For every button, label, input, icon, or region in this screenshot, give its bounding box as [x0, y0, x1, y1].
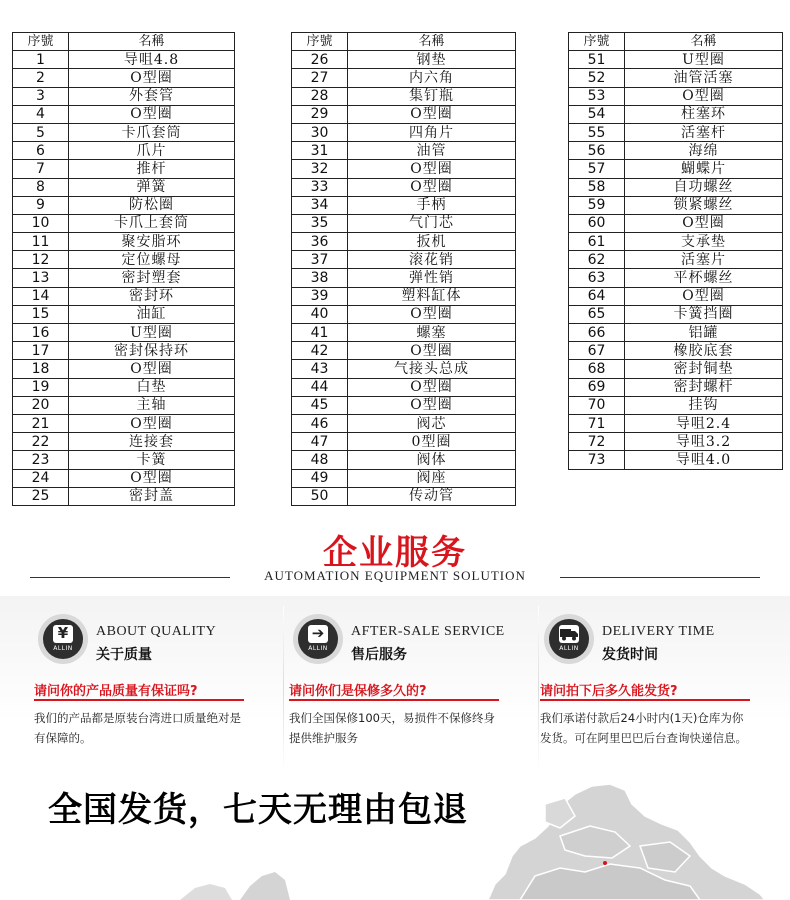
- part-number: 14: [13, 287, 69, 305]
- table-row: [569, 142, 783, 160]
- part-number: 15: [13, 305, 69, 323]
- part-number: 40: [292, 305, 348, 323]
- part-name: O型圈: [69, 414, 235, 432]
- part-name: O型圈: [348, 160, 516, 178]
- table-row: [13, 105, 235, 123]
- part-name: 柱塞环: [625, 105, 783, 123]
- table-row: [13, 433, 235, 451]
- part-name: 钢垫: [348, 51, 516, 69]
- table-header-row: [292, 33, 516, 51]
- delivery-question: 请问拍下后多久能发货?: [540, 684, 678, 699]
- table-row: [13, 396, 235, 414]
- part-number: 36: [292, 233, 348, 251]
- part-number: 49: [292, 469, 348, 487]
- table-row: [13, 51, 235, 69]
- part-number: 37: [292, 251, 348, 269]
- part-number: 71: [569, 414, 625, 432]
- part-number: 31: [292, 142, 348, 160]
- table-row: [569, 178, 783, 196]
- part-number: 56: [569, 142, 625, 160]
- part-name: O型圈: [69, 469, 235, 487]
- aftersale-badge: [293, 614, 343, 664]
- table-row: [13, 487, 235, 505]
- table-header-row: [13, 33, 235, 51]
- part-number: 73: [569, 451, 625, 469]
- table-row: [569, 433, 783, 451]
- table-row: [13, 251, 235, 269]
- table-row: [292, 142, 516, 160]
- part-number: 63: [569, 269, 625, 287]
- table-row: [569, 414, 783, 432]
- part-number: 28: [292, 87, 348, 105]
- table-row: [292, 414, 516, 432]
- arrow-right-icon: ➔: [308, 625, 328, 643]
- part-number: 6: [13, 142, 69, 160]
- table-row: [13, 451, 235, 469]
- table-row: [569, 451, 783, 469]
- table-row: [569, 233, 783, 251]
- part-number: 55: [569, 123, 625, 141]
- table-row: [292, 160, 516, 178]
- table-row: [13, 178, 235, 196]
- part-number: 9: [13, 196, 69, 214]
- part-name: 导咀3.2: [625, 433, 783, 451]
- part-number: 33: [292, 178, 348, 196]
- part-number: 24: [13, 469, 69, 487]
- part-number: 32: [292, 160, 348, 178]
- table-row: [292, 396, 516, 414]
- column-header-no: 序號: [569, 33, 625, 51]
- part-number: 1: [13, 51, 69, 69]
- part-name: 弹性销: [348, 269, 516, 287]
- part-number: 18: [13, 360, 69, 378]
- table-row: [292, 287, 516, 305]
- part-number: 35: [292, 214, 348, 232]
- part-name: 密封塑套: [69, 269, 235, 287]
- part-number: 23: [13, 451, 69, 469]
- part-number: 7: [13, 160, 69, 178]
- part-name: 扳机: [348, 233, 516, 251]
- badge-brand: ALLIN: [308, 645, 328, 652]
- part-name: 活塞片: [625, 251, 783, 269]
- part-name: O型圈: [69, 69, 235, 87]
- part-number: 66: [569, 324, 625, 342]
- part-number: 51: [569, 51, 625, 69]
- part-name: 铝罐: [625, 324, 783, 342]
- part-number: 62: [569, 251, 625, 269]
- table-row: [569, 305, 783, 323]
- part-number: 25: [13, 487, 69, 505]
- quality-answer: 我们的产品都是原装台湾进口质量绝对是有保障的。: [34, 711, 241, 745]
- service-cards: [0, 596, 790, 776]
- column-header-name: 名稱: [625, 33, 783, 51]
- part-name: 橡胶底套: [625, 342, 783, 360]
- part-number: 8: [13, 178, 69, 196]
- table-row: [292, 305, 516, 323]
- part-name: 导咀4.8: [69, 51, 235, 69]
- part-name: U型圈: [625, 51, 783, 69]
- part-number: 72: [569, 433, 625, 451]
- part-number: 3: [13, 87, 69, 105]
- service-subtitle: AUTOMATION EQUIPMENT SOLUTION: [264, 568, 526, 583]
- table-row: [569, 324, 783, 342]
- delivery-answer: 我们承诺付款后24小时内(1天)仓库为你发货。可在阿里巴巴后台查询快递信息。: [540, 711, 747, 745]
- part-number: 17: [13, 342, 69, 360]
- part-number: 26: [292, 51, 348, 69]
- quality-question: 请问你的产品质量有保证吗?: [34, 684, 198, 699]
- table-row: [569, 251, 783, 269]
- part-name: 锁紧螺丝: [625, 196, 783, 214]
- part-name: O型圈: [625, 214, 783, 232]
- part-number: 27: [292, 69, 348, 87]
- table-row: [13, 142, 235, 160]
- part-name: 卡簧挡圈: [625, 305, 783, 323]
- part-number: 67: [569, 342, 625, 360]
- parts-table-3: [568, 32, 783, 470]
- part-name: 四角片: [348, 123, 516, 141]
- part-number: 41: [292, 324, 348, 342]
- delivery-heading-en: DELIVERY TIME: [602, 624, 715, 639]
- table-row: [292, 178, 516, 196]
- table-header-row: [569, 33, 783, 51]
- table-row: [292, 451, 516, 469]
- part-name: O型圈: [348, 378, 516, 396]
- part-name: O型圈: [348, 342, 516, 360]
- part-number: 68: [569, 360, 625, 378]
- table-row: [13, 160, 235, 178]
- table-row: [569, 160, 783, 178]
- part-name: O型圈: [69, 105, 235, 123]
- part-number: 50: [292, 487, 348, 505]
- part-number: 46: [292, 414, 348, 432]
- part-name: 密封环: [69, 287, 235, 305]
- table-row: [569, 69, 783, 87]
- part-name: O型圈: [348, 305, 516, 323]
- part-name: 弹簧: [69, 178, 235, 196]
- table-row: [13, 305, 235, 323]
- quality-card: [34, 596, 284, 776]
- part-number: 4: [13, 105, 69, 123]
- part-name: O型圈: [69, 360, 235, 378]
- part-name: 气门芯: [348, 214, 516, 232]
- part-number: 43: [292, 360, 348, 378]
- part-number: 11: [13, 233, 69, 251]
- part-name: 聚安脂环: [69, 233, 235, 251]
- part-name: 阀体: [348, 451, 516, 469]
- table-row: [13, 414, 235, 432]
- table-row: [292, 87, 516, 105]
- table-row: [292, 105, 516, 123]
- column-header-no: 序號: [292, 33, 348, 51]
- yen-icon: ¥: [53, 625, 73, 643]
- part-name: O型圈: [348, 396, 516, 414]
- badge-brand: ALLIN: [559, 645, 579, 652]
- part-number: 47: [292, 433, 348, 451]
- part-name: O型圈: [348, 178, 516, 196]
- table-row: [13, 324, 235, 342]
- part-name: 集钉瓶: [348, 87, 516, 105]
- part-name: 0型圈: [348, 433, 516, 451]
- table-row: [292, 378, 516, 396]
- divider-right: [560, 577, 760, 578]
- table-row: [292, 51, 516, 69]
- table-row: [292, 251, 516, 269]
- part-name: 气接头总成: [348, 360, 516, 378]
- quality-heading-en: ABOUT QUALITY: [96, 624, 217, 639]
- table-row: [13, 360, 235, 378]
- table-row: [13, 69, 235, 87]
- delivery-badge: [544, 614, 594, 664]
- part-name: O型圈: [625, 87, 783, 105]
- table-row: [13, 378, 235, 396]
- part-name: 密封保持环: [69, 342, 235, 360]
- column-header-name: 名稱: [348, 33, 516, 51]
- service-subtitle-row: [30, 568, 760, 588]
- part-name: 白垫: [69, 378, 235, 396]
- part-name: 爪片: [69, 142, 235, 160]
- part-name: 手柄: [348, 196, 516, 214]
- part-number: 5: [13, 123, 69, 141]
- table-row: [292, 324, 516, 342]
- delivery-card: [540, 596, 790, 776]
- table-row: [292, 269, 516, 287]
- table-row: [569, 269, 783, 287]
- part-number: 20: [13, 396, 69, 414]
- part-name: 活塞杆: [625, 123, 783, 141]
- table-row: [569, 342, 783, 360]
- part-name: 卡爪上套筒: [69, 214, 235, 232]
- part-number: 70: [569, 396, 625, 414]
- table-row: [13, 87, 235, 105]
- table-row: [569, 287, 783, 305]
- table-row: [569, 378, 783, 396]
- column-header-name: 名稱: [69, 33, 235, 51]
- part-number: 54: [569, 105, 625, 123]
- table-row: [569, 123, 783, 141]
- delivery-heading-cn: 发货时间: [602, 647, 658, 663]
- table-row: [569, 214, 783, 232]
- part-name: 内六角: [348, 69, 516, 87]
- table-row: [13, 287, 235, 305]
- part-name: 油管: [348, 142, 516, 160]
- table-row: [569, 105, 783, 123]
- part-name: 密封螺杆: [625, 378, 783, 396]
- aftersale-heading-en: AFTER-SALE SERVICE: [351, 624, 505, 639]
- table-row: [292, 342, 516, 360]
- part-number: 21: [13, 414, 69, 432]
- part-name: 滚花销: [348, 251, 516, 269]
- table-row: [569, 360, 783, 378]
- part-name: 防松圈: [69, 196, 235, 214]
- part-number: 57: [569, 160, 625, 178]
- part-name: 卡爪套筒: [69, 123, 235, 141]
- part-number: 30: [292, 123, 348, 141]
- aftersale-answer: 我们全国保修100天，易损件不保修终身提供维护服务: [289, 711, 495, 745]
- table-row: [292, 69, 516, 87]
- part-name: 塑料缸体: [348, 287, 516, 305]
- part-number: 39: [292, 287, 348, 305]
- part-number: 12: [13, 251, 69, 269]
- part-name: 平杯螺丝: [625, 269, 783, 287]
- part-name: 导咀2.4: [625, 414, 783, 432]
- table-row: [569, 51, 783, 69]
- table-row: [292, 196, 516, 214]
- quality-heading-cn: 关于质量: [96, 647, 152, 663]
- part-name: 海绵: [625, 142, 783, 160]
- part-number: 59: [569, 196, 625, 214]
- part-number: 19: [13, 378, 69, 396]
- part-number: 69: [569, 378, 625, 396]
- table-row: [13, 123, 235, 141]
- aftersale-heading-cn: 售后服务: [351, 647, 407, 663]
- nationwide-shipping-banner: 全国发货，七天无理由包退: [48, 790, 468, 830]
- card-separator: [283, 606, 284, 771]
- table-row: [292, 233, 516, 251]
- part-number: 16: [13, 324, 69, 342]
- table-row: [569, 196, 783, 214]
- part-number: 42: [292, 342, 348, 360]
- aftersale-card: [289, 596, 539, 776]
- quality-badge: [38, 614, 88, 664]
- part-name: 蝴蝶片: [625, 160, 783, 178]
- question-underline: [540, 699, 750, 701]
- part-number: 61: [569, 233, 625, 251]
- part-name: 传动管: [348, 487, 516, 505]
- part-name: 螺塞: [348, 324, 516, 342]
- table-row: [13, 233, 235, 251]
- table-row: [292, 214, 516, 232]
- part-name: 自功螺丝: [625, 178, 783, 196]
- table-row: [13, 214, 235, 232]
- part-number: 29: [292, 105, 348, 123]
- part-name: 连接套: [69, 433, 235, 451]
- service-title: 企业服务: [323, 533, 467, 573]
- table-row: [13, 469, 235, 487]
- part-number: 65: [569, 305, 625, 323]
- card-separator: [538, 606, 539, 771]
- part-name: 推杆: [69, 160, 235, 178]
- part-name: O型圈: [348, 105, 516, 123]
- part-name: 油缸: [69, 305, 235, 323]
- table-row: [292, 360, 516, 378]
- part-name: 油管活塞: [625, 69, 783, 87]
- part-number: 64: [569, 287, 625, 305]
- part-name: 密封盖: [69, 487, 235, 505]
- table-row: [292, 123, 516, 141]
- aftersale-question: 请问你们是保修多久的?: [289, 684, 427, 699]
- part-name: 挂钩: [625, 396, 783, 414]
- table-row: [292, 469, 516, 487]
- part-name: U型圈: [69, 324, 235, 342]
- part-number: 22: [13, 433, 69, 451]
- part-number: 34: [292, 196, 348, 214]
- part-number: 45: [292, 396, 348, 414]
- part-number: 44: [292, 378, 348, 396]
- part-name: 密封铜垫: [625, 360, 783, 378]
- part-number: 52: [569, 69, 625, 87]
- part-name: 定位螺母: [69, 251, 235, 269]
- part-name: 阀座: [348, 469, 516, 487]
- part-name: 支承垫: [625, 233, 783, 251]
- part-number: 58: [569, 178, 625, 196]
- part-number: 13: [13, 269, 69, 287]
- part-name: O型圈: [625, 287, 783, 305]
- table-row: [13, 196, 235, 214]
- part-number: 48: [292, 451, 348, 469]
- column-header-no: 序號: [13, 33, 69, 51]
- table-row: [292, 433, 516, 451]
- table-row: [569, 87, 783, 105]
- table-row: [569, 396, 783, 414]
- part-name: 外套管: [69, 87, 235, 105]
- badge-brand: ALLIN: [53, 645, 73, 652]
- part-number: 53: [569, 87, 625, 105]
- part-number: 10: [13, 214, 69, 232]
- table-row: [292, 487, 516, 505]
- parts-table-1: [12, 32, 235, 506]
- part-name: 主轴: [69, 396, 235, 414]
- table-row: [13, 269, 235, 287]
- question-underline: [289, 699, 499, 701]
- truck-icon: [559, 625, 579, 643]
- part-name: 阀芯: [348, 414, 516, 432]
- part-number: 60: [569, 214, 625, 232]
- part-number: 2: [13, 69, 69, 87]
- table-row: [13, 342, 235, 360]
- part-name: 卡簧: [69, 451, 235, 469]
- part-name: 导咀4.0: [625, 451, 783, 469]
- parts-table-2: [291, 32, 516, 506]
- part-number: 38: [292, 269, 348, 287]
- question-underline: [34, 699, 244, 701]
